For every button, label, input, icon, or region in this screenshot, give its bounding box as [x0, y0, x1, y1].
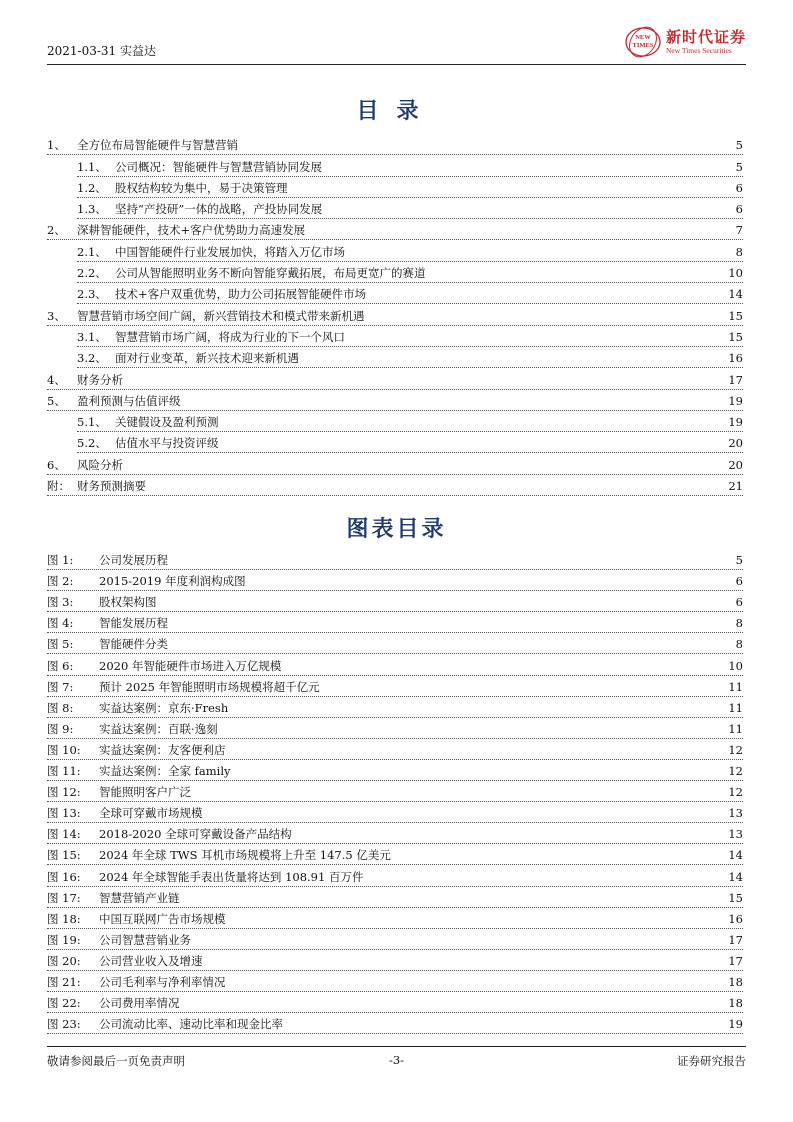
toc-entry-level1[interactable] — [47, 304, 743, 325]
toc-entry-level1[interactable] — [47, 390, 743, 411]
figure-entry[interactable] — [47, 887, 743, 908]
figure-entry-number: 图 7: — [47, 679, 74, 694]
toc-entry-level2[interactable] — [77, 432, 743, 453]
toc-entry-text: 财务预测摘要 — [77, 480, 146, 494]
toc-entry-level2[interactable] — [77, 155, 743, 176]
toc-list — [47, 134, 743, 496]
figure-entry-text: 股权架构图 — [99, 596, 157, 610]
toc-entry-level1[interactable] — [47, 453, 743, 474]
toc-entry-level1[interactable] — [47, 475, 743, 496]
figure-entry-page: 17 — [728, 932, 743, 947]
figure-entry-number: 图 8: — [47, 700, 74, 715]
toc-entry-level1[interactable] — [47, 368, 743, 389]
toc-entry-number: 5.2、 — [77, 436, 107, 451]
figure-entry[interactable] — [47, 760, 743, 781]
toc-entry-number: 6、 — [47, 457, 66, 472]
toc-entry-text: 坚持“产投研”一体的战略，产投协同发展 — [115, 203, 323, 217]
toc-entry-page: 19 — [728, 393, 743, 408]
figure-entry[interactable] — [47, 950, 743, 971]
figure-entry-page: 14 — [728, 869, 743, 884]
figure-entry-text: 智慧营销产业链 — [99, 891, 180, 905]
figure-entry-page: 11 — [728, 721, 743, 736]
toc-entry-page: 7 — [735, 223, 743, 238]
figure-entry-text: 2018-2020 全球可穿戴设备产品结构 — [99, 828, 292, 842]
toc-entry-level1[interactable] — [47, 134, 743, 155]
toc-entry-level2[interactable] — [77, 262, 743, 283]
toc-entry-level2[interactable] — [77, 177, 743, 198]
figure-entry-text: 公司毛利率与净利率情况 — [99, 975, 226, 989]
figure-entry[interactable] — [47, 781, 743, 802]
figure-entry-number: 图 5: — [47, 637, 74, 652]
toc-entry-number: 3.1、 — [77, 329, 107, 344]
figure-entry-number: 图 21: — [47, 974, 81, 989]
figure-list-title: 图表目录 — [346, 517, 447, 542]
figure-entry-page: 10 — [728, 658, 743, 673]
figure-entry[interactable] — [47, 697, 743, 718]
toc-entry-number: 2.2、 — [77, 266, 107, 281]
figure-entry[interactable] — [47, 739, 743, 760]
figure-entry-page: 5 — [735, 553, 743, 568]
toc-entry-number: 2、 — [47, 223, 66, 238]
figure-entry-text: 公司流动比率、速动比率和现金比率 — [99, 1018, 283, 1032]
figure-entry-page: 18 — [728, 974, 743, 989]
toc-title: 目录 — [356, 99, 437, 124]
figure-entry-page: 6 — [735, 574, 743, 589]
toc-entry-level2[interactable] — [77, 326, 743, 347]
figure-entry-page: 18 — [728, 996, 743, 1011]
figure-entry[interactable] — [47, 633, 743, 654]
toc-entry-number: 5、 — [47, 393, 66, 408]
toc-entry-text: 估值水平与投资评级 — [115, 437, 219, 451]
figure-entry-text: 公司发展历程 — [99, 554, 168, 568]
figure-entry-text: 实益达案例：友客便利店 — [99, 743, 226, 757]
toc-entry-number: 5.1、 — [77, 415, 107, 430]
toc-entry-number: 1、 — [47, 138, 66, 153]
toc-entry-number: 3.2、 — [77, 351, 107, 366]
toc-entry-page: 20 — [728, 436, 743, 451]
figure-entry-page: 12 — [728, 742, 743, 757]
toc-entry-number: 3、 — [47, 308, 66, 323]
toc-entry-level2[interactable] — [77, 347, 743, 368]
toc-entry-text: 智慧营销市场空间广阔，新兴营销技术和模式带来新机遇 — [77, 309, 365, 323]
toc-entry-page: 15 — [728, 308, 743, 323]
figure-entry[interactable] — [47, 865, 743, 886]
toc-entry-level2[interactable] — [77, 283, 743, 304]
company-logo — [624, 24, 746, 60]
toc-entry-number: 1.3、 — [77, 202, 107, 217]
figure-entry-page: 15 — [728, 890, 743, 905]
toc-entry-text: 全方位布局智能硬件与智慧营销 — [77, 139, 238, 153]
figure-entry-page: 17 — [728, 953, 743, 968]
figure-entry-page: 13 — [728, 806, 743, 821]
logo-english-name: New Times Securities — [665, 46, 732, 55]
toc-entry-text: 面对行业变革，新兴技术迎来新机遇 — [115, 352, 299, 366]
footer-report-type: 证券研究报告 — [677, 1054, 746, 1068]
toc-entry-page: 15 — [728, 329, 743, 344]
figure-entry-number: 图 16: — [47, 869, 81, 884]
toc-entry-text: 公司从智能照明业务不断向智能穿戴拓展，布局更宽广的赛道 — [115, 267, 426, 281]
figure-entry-number: 图 22: — [47, 996, 81, 1011]
toc-entry-text: 中国智能硬件行业发展加快，将踏入万亿市场 — [115, 245, 345, 259]
toc-entry-number: 4、 — [47, 372, 66, 387]
figure-entry[interactable] — [47, 929, 743, 950]
figure-entry-page: 16 — [728, 911, 743, 926]
figure-entry[interactable] — [47, 823, 743, 844]
figure-entry-number: 图 4: — [47, 616, 74, 631]
figure-entry-page: 13 — [728, 827, 743, 842]
figure-entry-number: 图 11: — [47, 764, 81, 779]
page-number: -3- — [388, 1053, 405, 1067]
figure-entry-number: 图 2: — [47, 574, 74, 589]
toc-entry-number: 2.3、 — [77, 287, 107, 302]
toc-entry-text: 技术+客户双重优势，助力公司拓展智能硬件市场 — [115, 288, 367, 302]
figure-entry-number: 图 15: — [47, 848, 81, 863]
figure-list — [47, 549, 743, 1034]
figure-entry-number: 图 12: — [47, 785, 81, 800]
figure-entry[interactable] — [47, 971, 743, 992]
figure-entry-page: 8 — [735, 637, 743, 652]
toc-entry-text: 公司概况：智能硬件与智慧营销协同发展 — [115, 160, 322, 174]
toc-entry-level2[interactable] — [77, 411, 743, 432]
figure-entry-page: 14 — [728, 848, 743, 863]
figure-entry-number: 图 19: — [47, 932, 81, 947]
figure-entry-text: 智能照明客户广泛 — [99, 786, 191, 800]
figure-entry-page: 19 — [728, 1017, 743, 1032]
footer-disclaimer: 敬请参阅最后一页免责声明 — [47, 1054, 185, 1068]
toc-entry-page: 6 — [735, 202, 743, 217]
toc-entry-page: 20 — [728, 457, 743, 472]
toc-entry-page: 5 — [735, 138, 743, 153]
figure-entry-page: 12 — [728, 785, 743, 800]
toc-entry-text: 股权结构较为集中，易于决策管理 — [115, 181, 288, 195]
figure-entry-number: 图 17: — [47, 890, 81, 905]
toc-entry-page: 16 — [728, 351, 743, 366]
new-times-logo-icon — [624, 25, 662, 59]
toc-entry-level1[interactable] — [47, 219, 743, 240]
figure-entry-number: 图 1: — [47, 553, 74, 568]
toc-entry-page: 21 — [728, 479, 743, 494]
figure-entry-text: 公司营业收入及增速 — [99, 954, 203, 968]
figure-entry[interactable] — [47, 1013, 743, 1034]
figure-entry-text: 全球可穿戴市场规模 — [99, 807, 203, 821]
figure-entry-page: 12 — [728, 764, 743, 779]
figure-entry-number: 图 10: — [47, 742, 81, 757]
figure-entry-number: 图 9: — [47, 721, 74, 736]
toc-entry-text: 智慧营销市场广阔，将成为行业的下一个风口 — [115, 330, 345, 344]
toc-entry-level2[interactable] — [77, 240, 743, 261]
figure-entry-number: 图 18: — [47, 911, 81, 926]
figure-entry-text: 中国互联网广告市场规模 — [99, 912, 226, 926]
toc-entry-text: 盈利预测与估值评级 — [77, 394, 181, 408]
svg-text:NEW: NEW — [635, 34, 651, 41]
figure-entry-number: 图 3: — [47, 595, 74, 610]
figure-entry-text: 公司智慧营销业务 — [99, 933, 191, 947]
toc-entry-page: 10 — [728, 266, 743, 281]
toc-entry-level2[interactable] — [77, 198, 743, 219]
figure-entry-text: 2024 年全球 TWS 耳机市场规模将上升至 147.5 亿美元 — [99, 849, 391, 863]
figure-entry[interactable] — [47, 844, 743, 865]
figure-entry-text: 实益达案例：百联·逸刻 — [99, 722, 218, 736]
figure-entry-text: 智能发展历程 — [99, 617, 168, 631]
toc-entry-text: 财务分析 — [77, 373, 123, 387]
svg-text:TIMES: TIMES — [632, 42, 654, 49]
figure-entry-text: 实益达案例：京东·Fresh — [99, 701, 229, 715]
figure-entry-text: 公司费用率情况 — [99, 997, 180, 1011]
toc-entry-page: 5 — [735, 159, 743, 174]
figure-entry[interactable] — [47, 549, 743, 570]
figure-entry-number: 图 23: — [47, 1017, 81, 1032]
figure-entry-text: 2024 年全球智能手表出货量将达到 108.91 百万件 — [99, 870, 364, 884]
figure-entry-number: 图 6: — [47, 658, 74, 673]
figure-entry-number: 图 14: — [47, 827, 81, 842]
toc-entry-text: 风险分析 — [77, 458, 123, 472]
toc-entry-page: 8 — [735, 244, 743, 259]
figure-entry[interactable] — [47, 676, 743, 697]
figure-entry[interactable] — [47, 718, 743, 739]
figure-entry-page: 11 — [728, 700, 743, 715]
figure-entry-text: 预计 2025 年智能照明市场规模将超千亿元 — [99, 680, 320, 694]
figure-entry[interactable] — [47, 654, 743, 675]
toc-entry-number: 1.1、 — [77, 159, 107, 174]
figure-entry-page: 11 — [728, 679, 743, 694]
figure-entry[interactable] — [47, 570, 743, 591]
page-header — [47, 22, 746, 65]
figure-entry-text: 实益达案例：全家 family — [99, 765, 231, 779]
toc-entry-number: 2.1、 — [77, 244, 107, 259]
figure-entry-text: 2015-2019 年度利润构成图 — [99, 575, 246, 589]
toc-entry-text: 关键假设及盈利预测 — [115, 416, 219, 430]
toc-entry-text: 深耕智能硬件，技术+客户优势助力高速发展 — [77, 224, 306, 238]
toc-entry-number: 1.2、 — [77, 180, 107, 195]
logo-chinese-name: 新时代证券 — [665, 28, 746, 46]
figure-entry[interactable] — [47, 802, 743, 823]
toc-entry-page: 6 — [735, 180, 743, 195]
figure-entry-text: 2020 年智能硬件市场进入万亿规模 — [99, 659, 282, 673]
toc-entry-number: 附： — [47, 479, 70, 494]
figure-entry-number: 图 13: — [47, 806, 81, 821]
toc-entry-page: 19 — [728, 415, 743, 430]
header-date-company: 2021-03-31 实益达 — [47, 44, 157, 58]
figure-entry[interactable] — [47, 591, 743, 612]
toc-entry-page: 14 — [728, 287, 743, 302]
figure-entry[interactable] — [47, 612, 743, 633]
figure-entry[interactable] — [47, 992, 743, 1013]
figure-entry-number: 图 20: — [47, 953, 81, 968]
figure-entry-page: 6 — [735, 595, 743, 610]
toc-entry-page: 17 — [728, 372, 743, 387]
figure-entry-text: 智能硬件分类 — [99, 638, 168, 652]
figure-entry[interactable] — [47, 908, 743, 929]
figure-entry-page: 8 — [735, 616, 743, 631]
page-footer — [47, 1046, 746, 1069]
